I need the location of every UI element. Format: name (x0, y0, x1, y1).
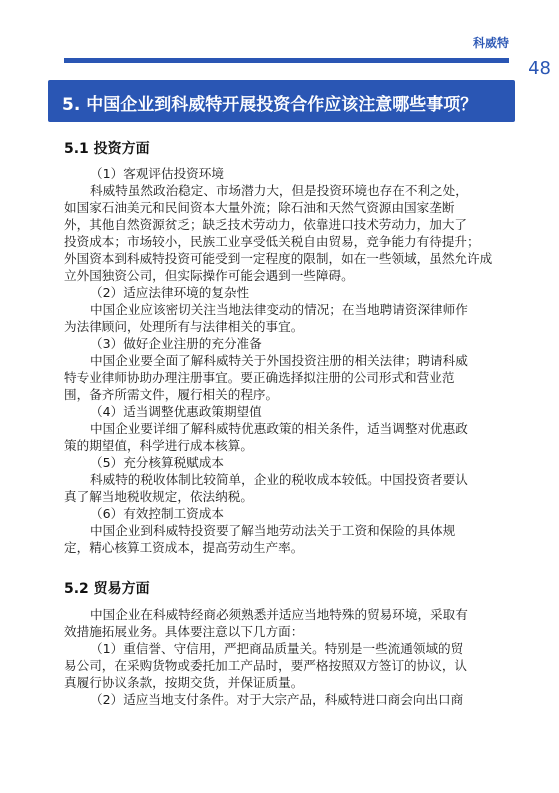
paragraph-line: 中国企业在科威特经商必须熟悉并适应当地特殊的贸易环境，采取有 (90, 607, 468, 622)
paragraph-line: 中国企业要全面了解科威特关于外国投资注册的相关法律；聘请科威 (90, 353, 468, 368)
paragraph-line: 中国企业应该密切关注当地法律变动的情况；在当地聘请资深律师作 (90, 302, 468, 317)
paragraph-line: 定，精心核算工资成本，提高劳动生产率。 (64, 540, 304, 555)
header-rule (64, 58, 509, 63)
paragraph-line: （6）有效控制工资成本 (90, 506, 224, 521)
paragraph-line: 真了解当地税收规定，依法纳税。 (64, 489, 253, 504)
paragraph-line: （2）适应法律环境的复杂性 (90, 285, 250, 300)
page-number: 48 (528, 58, 551, 79)
paragraph-line: 围，备齐所需文件，履行相关的程序。 (64, 387, 279, 402)
paragraph-line: 特专业律师协助办理注册事宜。要正确选择拟注册的公司形式和营业范 (64, 370, 455, 385)
paragraph-line: （5）充分核算税赋成本 (90, 455, 224, 470)
paragraph-line: 科威特的税收体制比较简单，企业的税收成本较低。中国投资者要认 (90, 472, 468, 487)
paragraph-line: （2）适应当地支付条件。对于大宗产品，科威特进口商会向出口商 (90, 692, 464, 707)
paragraph-line: （3）做好企业注册的充分准备 (90, 336, 262, 351)
paragraph-line: 外，其他自然资源贫乏；缺乏技术劳动力，依靠进口技术劳动力，加大了 (64, 217, 467, 232)
paragraph-line: 中国企业要详细了解科威特优惠政策的相关条件，适当调整对优惠政 (90, 421, 468, 436)
paragraph-line: 科威特虽然政治稳定、市场潜力大，但是投资环境也存在不利之处， (90, 183, 468, 198)
paragraph-line: 易公司，在采购货物或委托加工产品时，要严格按照双方签订的协议，认 (64, 658, 467, 673)
paragraph-line: 如国家石油美元和民间资本大量外流；除石油和天然气资源由国家垄断 (64, 200, 455, 215)
paragraph-line: （1）重信誉、守信用，严把商品质量关。特别是一些流通领域的贸 (90, 641, 464, 656)
chapter-title: 5. 中国企业到科威特开展投资合作应该注意哪些事项？ (62, 95, 478, 115)
paragraph-line: （4）适当调整优惠政策期望值 (90, 404, 262, 419)
paragraph-line: 中国企业到科威特投资要了解当地劳动法关于工资和保险的具体规 (90, 523, 456, 538)
paragraph-line: 策的期望值，科学进行成本核算。 (64, 438, 253, 453)
paragraph-line: （1）客观评估投资环境 (90, 166, 224, 181)
paragraph-line: 真履行协议条款，按期交货，并保证质量。 (64, 675, 304, 690)
paragraph-line: 立外国独资公司，但实际操作可能会遇到一些障碍。 (64, 268, 354, 283)
section-heading-investment: 5.1 投资方面 (64, 141, 150, 157)
paragraph-line: 为法律顾问，处理所有与法律相关的事宜。 (64, 319, 304, 334)
chapter-title-bar (48, 80, 515, 122)
section-heading-trade: 5.2 贸易方面 (64, 581, 150, 597)
paragraph-line: 效措施拓展业务。具体要注意以下几方面： (64, 624, 304, 639)
paragraph-line: 外国资本到科威特投资可能受到一定程度的限制，如在一些领域，虽然允许成 (64, 251, 493, 266)
header-country: 科威特 (472, 36, 509, 50)
paragraph-line: 投资成本；市场较小，民族工业享受低关税自由贸易，竞争能力有待提升； (64, 234, 480, 249)
